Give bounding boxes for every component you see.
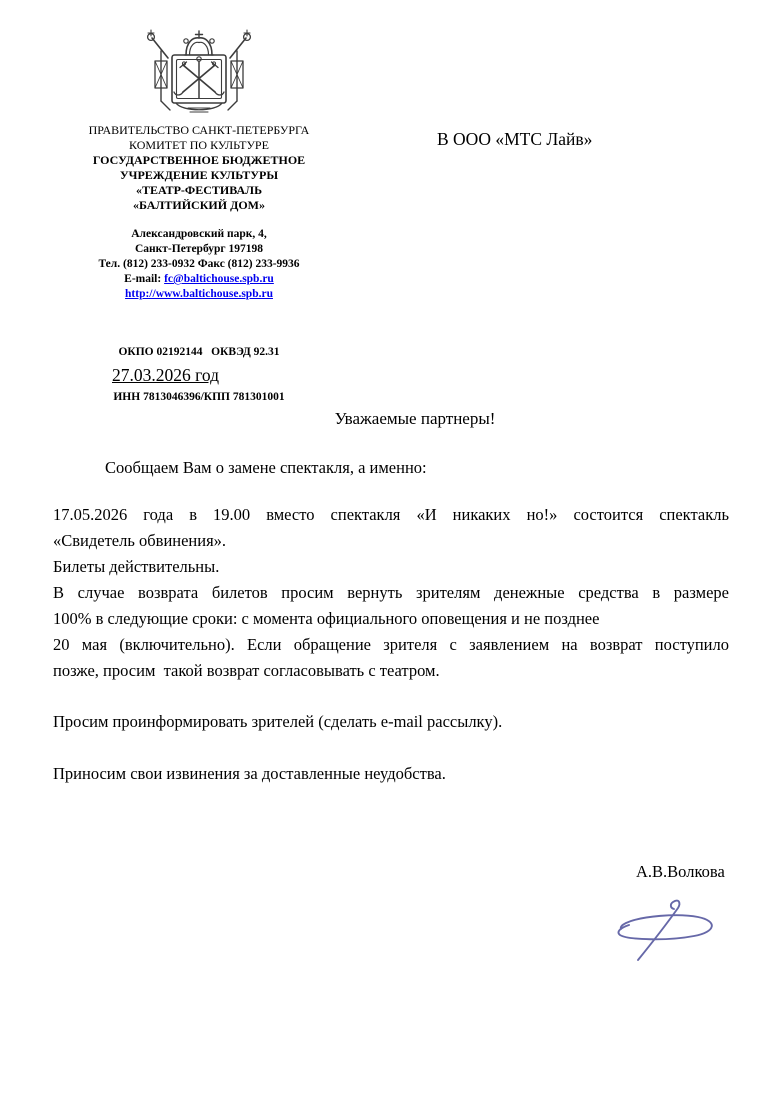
recipient: В ООО «МТС Лайв» (437, 129, 593, 149)
letter-date: 27.03.2026 год (112, 365, 220, 385)
org-line: КОМИТЕТ ПО КУЛЬТУРЕ (129, 138, 269, 152)
phone-fax-line: Тел. (812) 233-0932 Факс (812) 233-9936 (98, 258, 300, 270)
org-line: ПРАВИТЕЛЬСТВО САНКТ-ПЕТЕРБУРГА (88, 123, 310, 137)
org-line: ГОСУДАРСТВЕННОЕ БЮДЖЕТНОЕ (92, 153, 306, 167)
website-line (55, 287, 343, 302)
body-line: 100% в следующие сроки: с момента официального оповещения и не позднее (53, 609, 600, 628)
body-line: позже, просим такой возврат согласовывать с театром. (53, 661, 440, 680)
apology-line: Приносим свои извинения за доставленные неудобства. (53, 764, 446, 783)
email-link[interactable]: fc@baltichouse.spb.ru (164, 273, 274, 285)
org-line: УЧРЕЖДЕНИЕ КУЛЬТУРЫ (119, 168, 279, 182)
body-line: В случае возврата билетов просим вернуть зрителям денежные средства в размере (53, 583, 729, 602)
address-line: Санкт-Петербург 197198 (134, 243, 264, 255)
org-line: «ТЕАТР-ФЕСТИВАЛЬ (135, 183, 263, 197)
email-line (55, 272, 343, 287)
request-line: Просим проинформировать зрителей (сделать e-mail рассылку). (53, 712, 503, 731)
website-link[interactable]: http://www.baltichouse.spb.ru (125, 288, 273, 300)
handwritten-signature (596, 890, 730, 966)
signatory-name: А.В.Волкова (636, 862, 725, 881)
address-line: Александровский парк, 4, (131, 228, 267, 240)
salutation: Уважаемые партнеры! (334, 409, 496, 428)
body-line: Билеты действительны. (53, 557, 220, 576)
organization-name (55, 123, 343, 213)
body-line: 20 мая (включительно). Если обращение зрителя с заявлением на возврат поступило (53, 635, 729, 654)
okpo-okved-line: ОКПО 02192144 ОКВЭД 92.31 (118, 346, 280, 358)
body-line: 17.05.2026 года в 19.00 вместо спектакля «И никаких но!» состоится спектакль (53, 505, 729, 524)
inn-kpp-line: ИНН 7813046396/КПП 781301001 (113, 391, 285, 403)
coat-of-arms-icon (55, 28, 343, 116)
body-line: «Свидетель обвинения». (53, 531, 227, 550)
contact-block (55, 227, 343, 302)
org-line: «БАЛТИЙСКИЙ ДОМ» (132, 198, 265, 212)
email-label: E-mail: (124, 273, 165, 285)
intro-sentence: Сообщаем Вам о замене спектакля, а именно: (105, 458, 427, 477)
letter-body (53, 502, 729, 787)
